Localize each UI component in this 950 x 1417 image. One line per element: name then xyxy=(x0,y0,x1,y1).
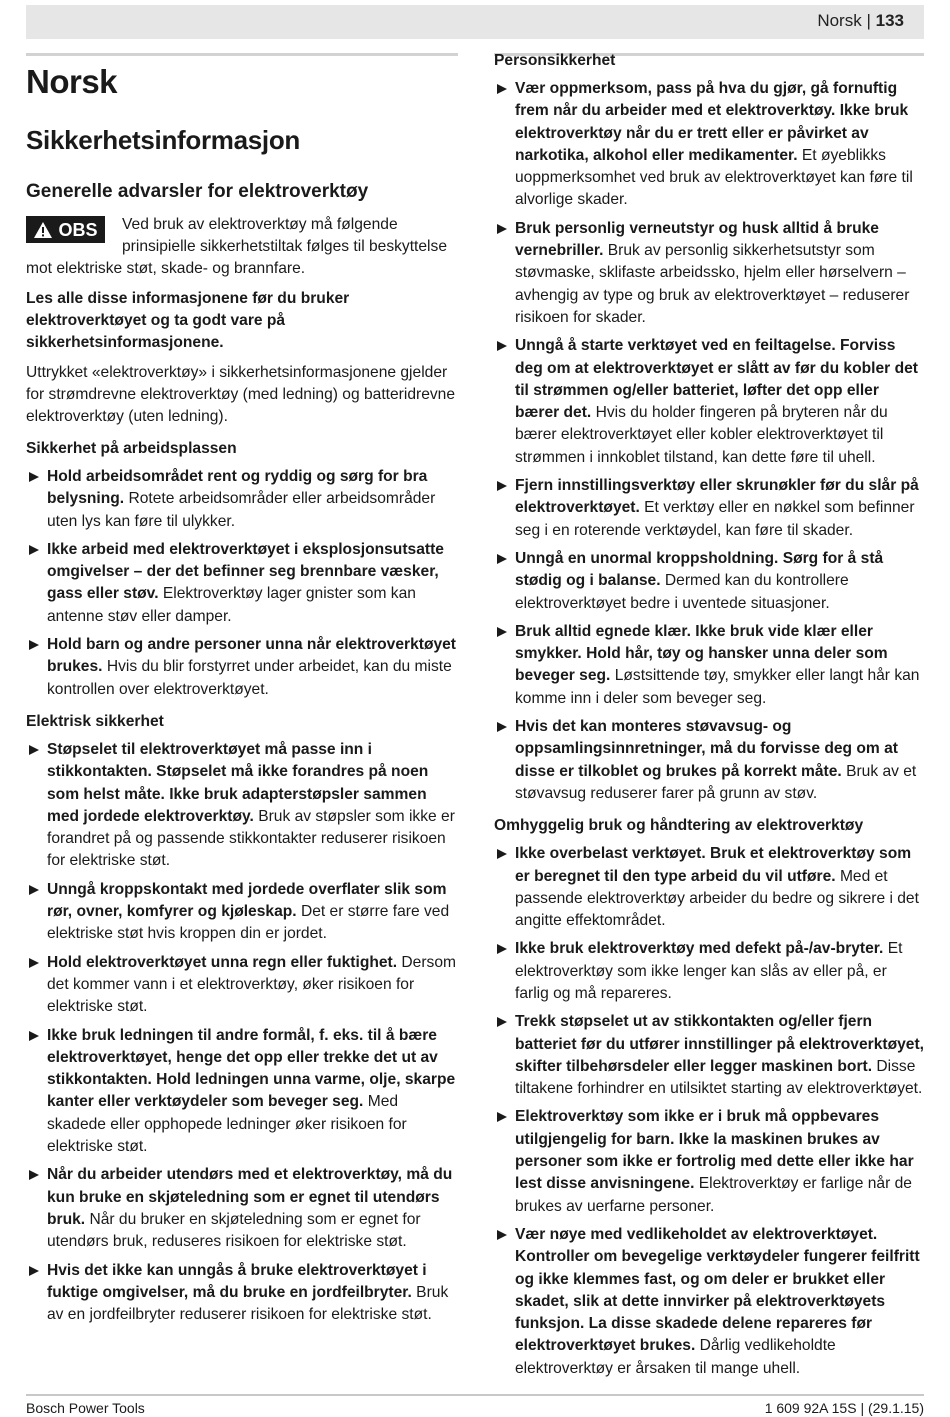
bullet-triangle-icon xyxy=(29,885,39,895)
safety-item xyxy=(26,739,458,873)
safety-list xyxy=(494,78,924,805)
bullet-triangle-icon xyxy=(29,745,39,755)
left-column xyxy=(26,56,458,1326)
item-explanation: Hvis du holder fingeren på bryteren når du bærer elektroverktøyet eller kobler elektroverktøyet til strømmen i innkoblet tilstand, kan dette føre til uhell. xyxy=(515,404,888,466)
item-explanation: Med skadede eller opphopede ledninger øker risikoen for elektriske støt. xyxy=(47,1093,407,1156)
safety-item xyxy=(494,621,924,710)
left-sections xyxy=(26,438,458,1326)
bullet-triangle-icon xyxy=(497,627,507,637)
item-instruction: Fjern innstillingsverktøy eller skrunøkler før du slår på elektroverktøyet. xyxy=(515,477,919,517)
footer-brand: Bosch Power Tools xyxy=(26,1400,145,1416)
warning-block xyxy=(26,214,458,280)
obs-label: OBS xyxy=(58,219,98,240)
item-instruction: Bruk personlig verneutstyr og husk alltid å bruke vernebriller. xyxy=(515,219,879,260)
item-explanation: Det er større fare ved elektriske støt hvis kroppen din er jordet. xyxy=(47,903,450,943)
safety-item xyxy=(494,1224,924,1380)
bullet-triangle-icon xyxy=(497,1230,507,1240)
bullet-triangle-icon xyxy=(497,481,507,491)
bullet-triangle-icon xyxy=(29,640,39,650)
section-heading: Personsikkerhet xyxy=(494,52,616,69)
safety-item xyxy=(26,466,458,533)
general-warnings-heading: Generelle advarsler for elektroverktøy xyxy=(26,181,369,202)
item-explanation: Rotete arbeidsområder eller arbeidsområder uten lys kan føre til ulykker. xyxy=(47,490,436,530)
item-instruction: Unngå kroppskontakt med jordede overflater slik som rør, ovner, komfyrer og kjøleskap. xyxy=(47,880,447,921)
bullet-triangle-icon xyxy=(497,722,507,732)
bullet-triangle-icon xyxy=(29,1031,39,1041)
item-explanation: Løstsittende tøy, smykker eller langt hår kan komme inn i deler som beveger seg. xyxy=(515,667,920,707)
safety-list xyxy=(26,739,458,1326)
item-instruction: Vær nøye med vedlikeholdet av elektroverktøyet. Kontroller om bevegelige verktøydeler fungerer feilfritt og ikke klemmes fast, og om deler er brukket eller skadet, slik at dette innvirker på elektroverktøyets funksjon. La disse skadede delene repareres før elektroverktøyet brukes. xyxy=(515,1225,920,1355)
right-column xyxy=(494,52,924,1380)
language-heading: Norsk xyxy=(26,63,118,100)
section-heading: Omhyggelig bruk og håndtering av elektroverktøy xyxy=(494,817,864,835)
item-explanation: Bruk av et støvavsug reduserer farer på grunn av støv. xyxy=(515,762,917,802)
item-instruction: Vær oppmerksom, pass på hva du gjør, gå fornuftig frem når du arbeider med et elektroverktøy. Ikke bruk elektroverktøy når du er trett eller er påvirket av narkotika, alkohol eller medikamenter. xyxy=(515,80,909,164)
item-instruction: Støpselet til elektroverktøyet må passe inn i stikkontakten. Støpselet må ikke forandres på noen som helst måte. Ikke bruk adapterstøpsler sammen med jordede elektroverktøy. xyxy=(47,740,429,825)
safety-item xyxy=(494,843,924,932)
bullet-triangle-icon xyxy=(497,1112,507,1122)
bullet-triangle-icon xyxy=(497,944,507,954)
warning-triangle-icon xyxy=(33,221,53,239)
bullet-triangle-icon xyxy=(29,1266,39,1276)
item-explanation: Et verktøy eller en nøkkel som befinner seg i en roterende verktøydel, kan føre til skader. xyxy=(515,499,915,539)
safety-item xyxy=(26,1025,458,1159)
item-explanation: Bruk av støpsler som ikke er forandret på og passende stikkontakter reduserer risikoen for elektriske støt. xyxy=(47,807,455,870)
footer-doc-id: 1 609 92A 15S | (29.1.15) xyxy=(764,1400,924,1416)
safety-heading: Sikkerhetsinformasjon xyxy=(26,125,301,155)
safety-item xyxy=(494,938,924,1005)
safety-item xyxy=(26,1164,458,1253)
item-instruction: Ikke bruk elektroverktøy med defekt på-/av-bryter. xyxy=(515,940,884,958)
item-instruction: Hold arbeidsområdet rent og ryddig og sørg for bra belysning. xyxy=(47,468,428,508)
warning-text: Ved bruk av elektroverktøy må følgende prinsipielle sikkerhetstiltak følges til beskyttelse mot elektriske støt, skade- og brannfare. xyxy=(26,216,447,277)
bullet-triangle-icon xyxy=(29,545,39,555)
item-instruction: Når du arbeider utendørs med et elektroverktøy, må du kun bruke en skjøteledning som er egnet til utendørs bruk. xyxy=(47,1166,453,1228)
item-explanation: Hvis du blir forstyrret under arbeidet, kan du miste kontrollen over elektroverktøyet. xyxy=(47,658,452,698)
bullet-triangle-icon xyxy=(497,849,507,859)
item-instruction: Ikke arbeid med elektroverktøyet i eksplosjonsutsatte omgivelser – der det befinner seg brennbare væsker, gass eller støv. xyxy=(47,540,444,603)
obs-badge xyxy=(26,216,105,243)
read-all-instruction: Les alle disse informasjonene før du bruker elektroverktøyet og ta godt vare på sikkerhetsinformasjonene. xyxy=(26,290,350,351)
safety-item xyxy=(494,335,924,469)
safety-item xyxy=(494,716,924,805)
item-instruction: Trekk støpselet ut av stikkontakten og/eller fjern batteriet før du utfører innstillinger på elektroverktøyet, skifter tilbehørsdeler eller legger maskinen bort. xyxy=(515,1013,924,1075)
safety-item xyxy=(494,218,924,329)
item-instruction: Ikke overbelast verktøyet. Bruk et elektroverktøy som er beregnet til den type arbeid du vil utføre. xyxy=(515,845,912,885)
safety-item xyxy=(494,1011,924,1100)
safety-item xyxy=(494,1106,924,1217)
item-explanation: Når du bruker en skjøteledning som er egnet for utendørs bruk, reduseres risikoen for elektriske støt. xyxy=(47,1210,421,1251)
header-separator: | xyxy=(866,11,871,30)
right-sections xyxy=(494,50,924,1380)
bullet-triangle-icon xyxy=(29,958,39,968)
item-explanation: Dermed kan du kontrollere elektroverktøyet bedre i uventede situasjoner. xyxy=(515,572,849,612)
section-heading: Elektrisk sikkerhet xyxy=(26,712,164,730)
safety-item xyxy=(26,539,458,628)
bullet-triangle-icon xyxy=(29,1170,39,1180)
item-instruction: Unngå å starte verktøyet ved en feiltagelse. Forviss deg om at elektroverktøyet er slått av før du kobler det til strømmen og/eller batteriet, løfter det opp eller bærer det. xyxy=(515,337,918,422)
item-instruction: Hvis det ikke kan unngås å bruke elektroverktøyet i fuktige omgivelser, må du bruke en jordfeilbryter. xyxy=(47,1261,427,1301)
safety-list xyxy=(26,466,458,701)
item-explanation: Elektroverktøy lager gnister som kan antenne støv eller damper. xyxy=(47,585,416,625)
item-explanation: Med et passende elektroverktøy arbeider du bedre og sikrere i det angitte effektområdet. xyxy=(515,867,919,930)
bullet-triangle-icon xyxy=(497,224,507,234)
definition-paragraph: Uttrykket «elektroverktøy» i sikkerhetsinformasjonene gjelder for strømdrevne elektroverktøy (med ledning) og batteridrevne elektroverktøy (uten ledning). xyxy=(26,364,456,425)
page-header xyxy=(817,11,904,31)
item-explanation: Et elektroverktøy som ikke lenger kan slås av eller på, er farlig og må repareres. xyxy=(515,940,903,1002)
item-explanation: Dersom det kommer vann i et elektroverktøy, øker risikoen for elektriske støt. xyxy=(47,953,457,1016)
safety-item xyxy=(494,548,924,615)
item-explanation: Elektroverktøy er farlige når de brukes av uerfarne personer. xyxy=(515,1175,912,1215)
bullet-triangle-icon xyxy=(497,554,507,564)
safety-item xyxy=(26,879,458,946)
item-instruction: Unngå en unormal kroppsholdning. Sørg for å stå stødig og i balanse. xyxy=(515,549,884,590)
item-instruction: Hold barn og andre personer unna når elektroverktøyet brukes. xyxy=(47,636,457,676)
item-instruction: Elektroverktøy som ikke er i bruk må oppbevares utilgjengelig for barn. Ikke la maskinen brukes av personer som ikke er fortrolig med dette eller ikke har lest disse anvisningene. xyxy=(515,1108,914,1193)
bullet-triangle-icon xyxy=(29,472,39,482)
item-explanation: Dårlig vedlikeholdte elektroverktøy er årsaken til mange uhell. xyxy=(515,1337,836,1377)
item-instruction: Hold elektroverktøyet unna regn eller fuktighet. xyxy=(47,953,398,971)
item-instruction: Ikke bruk ledningen til andre formål, f. eks. til å bære elektroverktøyet, henge det opp eller trekke det ut av stikkontakten. Hold ledningen unna varme, olje, skarpe kanter eller verktøydeler som beveger seg. xyxy=(47,1026,456,1111)
page-number: 133 xyxy=(875,11,904,30)
safety-item xyxy=(26,952,458,1019)
item-instruction: Hvis det kan monteres støvavsug- og oppsamlingsinnretninger, må du forvisse deg om at disse er tilkoblet og brukes på korrekt måte. xyxy=(515,718,898,780)
bullet-triangle-icon xyxy=(497,84,507,94)
header-language: Norsk xyxy=(817,11,862,30)
item-explanation: Et øyeblikks uoppmerksomhet ved bruk av elektroverktøyet kan føre til alvorlige skader. xyxy=(515,146,913,209)
page-header-bar xyxy=(26,5,924,39)
bullet-triangle-icon xyxy=(497,341,507,351)
safety-list xyxy=(494,843,924,1380)
item-instruction: Bruk alltid egnede klær. Ikke bruk vide klær eller smykker. Hold hår, tøy og hansker unna deler som beveger seg. xyxy=(515,622,888,685)
item-explanation: Bruk av personlig sikkerhetsutstyr som støvmaske, sklifaste arbeidssko, hjelm eller hørselvern – avhengig av type og bruk av elektroverktøyet – reduserer risikoen for skader. xyxy=(515,242,910,326)
safety-item xyxy=(26,1260,458,1327)
section-heading: Sikkerhet på arbeidsplassen xyxy=(26,440,237,457)
item-explanation: Bruk av en jordfeilbryter reduserer risikoen for elektriske støt. xyxy=(47,1283,449,1324)
footer-rule xyxy=(26,1394,924,1396)
item-explanation: Disse tiltakene forhindrer en utilsiktet starting av elektroverktøyet. xyxy=(515,1057,923,1098)
safety-item xyxy=(494,78,924,212)
bullet-triangle-icon xyxy=(497,1017,507,1027)
safety-item xyxy=(26,634,458,701)
safety-item xyxy=(494,475,924,542)
